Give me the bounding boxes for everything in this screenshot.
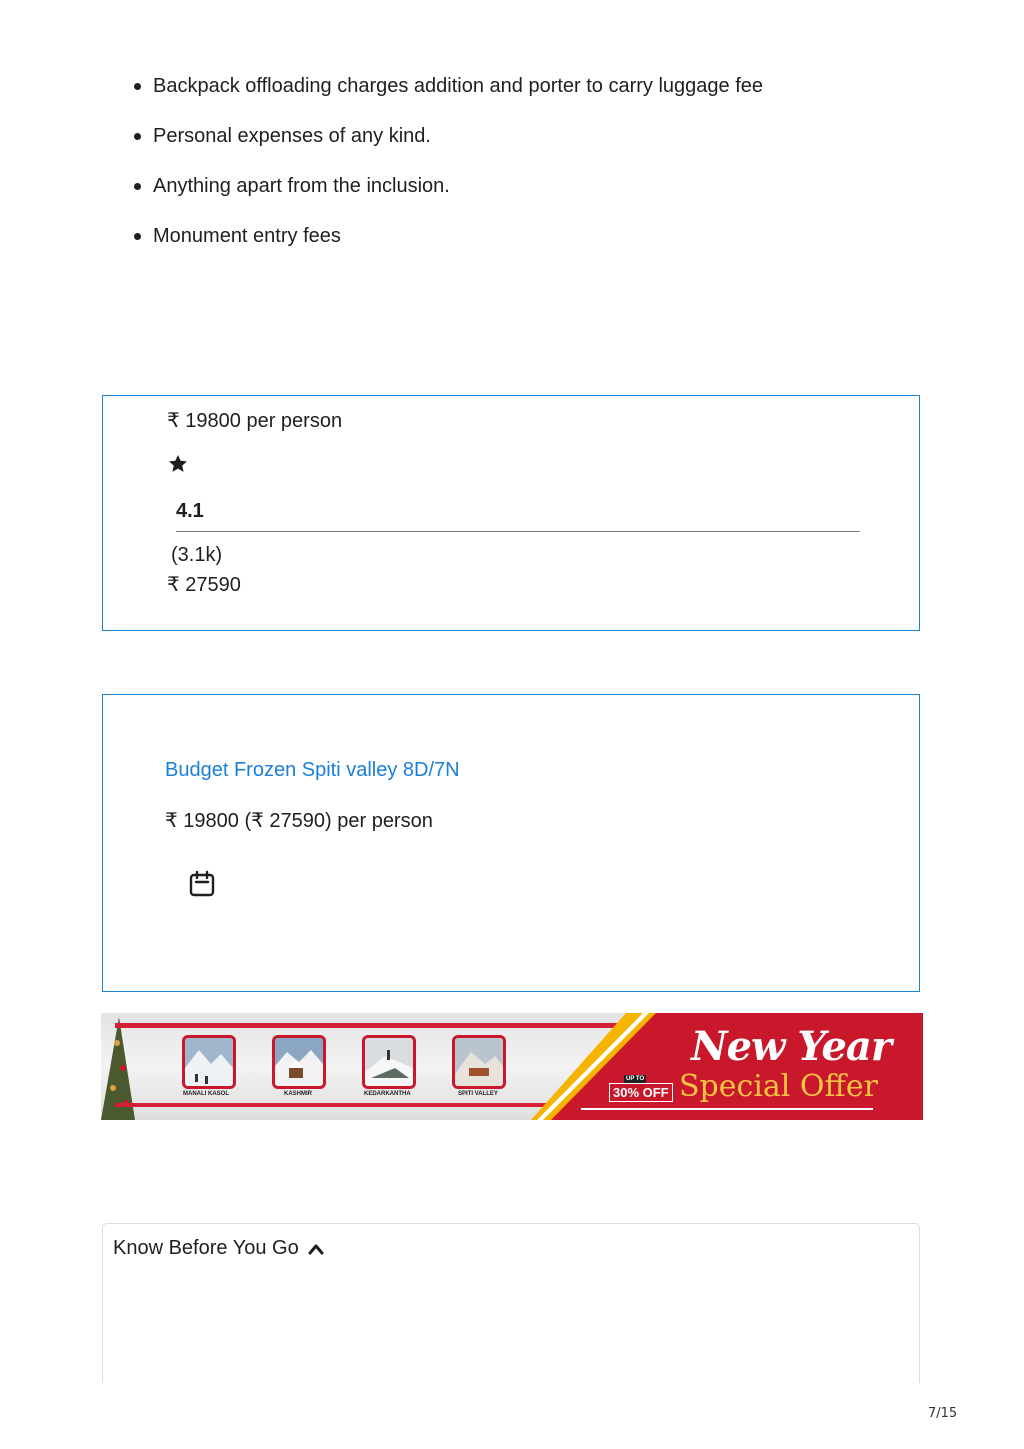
section-heading: Know Before You Go — [113, 1237, 299, 1259]
exclusion-item — [131, 172, 763, 222]
exclusion-item — [131, 72, 763, 122]
destination-kedarkantha-image[interactable] — [362, 1035, 416, 1089]
star-icon — [167, 453, 189, 475]
trip-card — [102, 694, 920, 992]
destination-manali-kasol-image[interactable] — [182, 1035, 236, 1089]
bullet-icon — [134, 233, 141, 240]
promo-banner[interactable] — [101, 1013, 923, 1120]
exclusion-text: Personal expenses of any kind. — [153, 125, 431, 147]
exclusions-list — [131, 72, 763, 272]
offer-subheadline: Special Offer — [679, 1069, 878, 1104]
calendar-icon[interactable] — [188, 870, 216, 898]
destination-label: KEDARKANTHA — [364, 1091, 411, 1097]
exclusion-text: Backpack offloading charges addition and porter to carry luggage fee — [153, 75, 764, 97]
original-price: ₹ 27590 — [167, 574, 241, 596]
price-per-person: ₹ 19800 per person — [167, 410, 343, 432]
destination-spiti-valley-image[interactable] — [452, 1035, 506, 1089]
page-number: 7/15 — [928, 1406, 958, 1421]
offer-headline: New Year — [691, 1023, 891, 1070]
destination-label: SPITI VALLEY — [458, 1091, 498, 1097]
know-before-you-go-toggle[interactable] — [113, 1237, 324, 1260]
snow-village-icon — [275, 1038, 323, 1086]
trip-title-link[interactable]: Budget Frozen Spiti valley 8D/7N — [165, 759, 460, 781]
snow-mountain-icon — [185, 1038, 233, 1086]
discount-prefix: UP TO — [626, 1076, 645, 1082]
exclusion-item — [131, 222, 763, 272]
bullet-icon — [134, 133, 141, 140]
review-count: (3.1k) — [171, 544, 223, 566]
price-card — [102, 395, 920, 631]
destination-kashmir-image[interactable] — [272, 1035, 326, 1089]
destination-label: MANALI KASOL — [183, 1091, 229, 1097]
bullet-icon — [134, 183, 141, 190]
trip-price: ₹ 19800 (₹ 27590) per person — [165, 810, 433, 832]
bullet-icon — [134, 83, 141, 90]
discount-badge: 30% OFF — [609, 1083, 673, 1102]
monastery-icon — [455, 1038, 503, 1086]
know-before-you-go-section — [102, 1223, 920, 1383]
banner-stripe — [115, 1103, 595, 1107]
snow-peak-icon — [365, 1038, 413, 1086]
divider — [176, 531, 860, 532]
destination-label: KASHMIR — [284, 1091, 312, 1097]
exclusion-item — [131, 122, 763, 172]
chevron-up-icon — [308, 1243, 324, 1255]
offer-underline — [581, 1108, 873, 1110]
exclusion-text: Monument entry fees — [153, 225, 341, 247]
rating-value: 4.1 — [176, 500, 204, 522]
exclusion-text: Anything apart from the inclusion. — [153, 175, 450, 197]
